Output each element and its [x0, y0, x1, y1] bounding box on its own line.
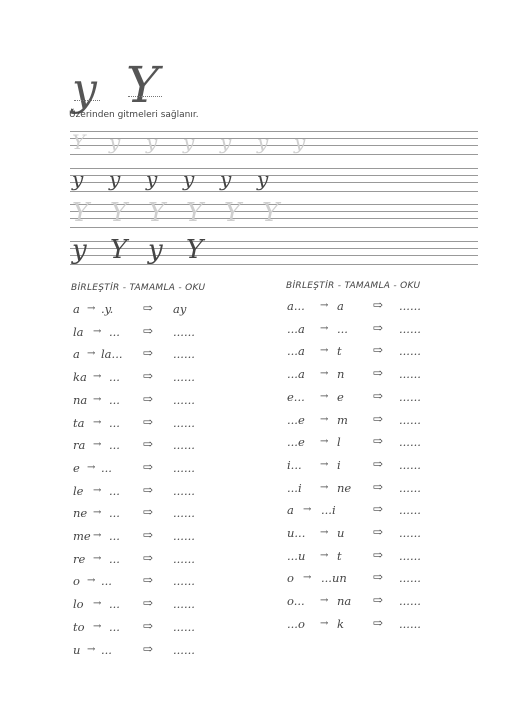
exercise-answer: ......	[399, 389, 421, 404]
exercise-syllable: lo	[73, 597, 84, 612]
exercise-syllable: to	[73, 619, 85, 634]
exercise-row	[287, 503, 497, 519]
arrow-right-icon: →	[320, 345, 329, 357]
exercise-result: ...	[109, 619, 120, 634]
exercise-answer: ......	[399, 526, 421, 540]
outline-arrow-icon: ⇨	[143, 596, 154, 611]
exercise-row	[73, 347, 283, 363]
exercise-result: ...i	[321, 503, 336, 518]
exercise-row	[287, 594, 497, 610]
exercise-result: ...	[109, 597, 120, 612]
exercise-result: u	[337, 526, 345, 540]
exercise-answer: ......	[399, 548, 421, 563]
practice-letter: y	[183, 130, 195, 154]
exercise-row	[73, 552, 283, 568]
exercise-row	[287, 481, 497, 497]
exercise-result: ...	[101, 460, 112, 475]
outline-arrow-icon: ⇨	[143, 301, 154, 315]
practice-letter: y	[257, 130, 269, 154]
exercise-result: ...	[109, 551, 120, 566]
exercise-row	[73, 416, 283, 432]
exercise-syllable: a	[73, 302, 80, 316]
practice-letter: y	[294, 130, 306, 154]
exercise-row	[287, 571, 497, 587]
exercise-syllable: o	[73, 574, 80, 589]
arrow-right-icon: →	[87, 303, 96, 314]
dotted-guide	[128, 96, 162, 97]
exercise-answer: ......	[173, 324, 195, 339]
practice-row	[70, 168, 478, 198]
exercise-syllable: a	[73, 347, 80, 362]
exercise-answer: ......	[173, 506, 195, 521]
arrow-right-icon: →	[93, 439, 102, 451]
arrow-right-icon: →	[320, 481, 329, 493]
exercise-result: ne	[337, 480, 352, 495]
exercise-row	[287, 390, 497, 406]
exercise-row	[287, 344, 497, 360]
outline-arrow-icon: ⇨	[143, 437, 154, 452]
exercise-answer: ......	[399, 503, 421, 518]
outline-arrow-icon: ⇨	[143, 391, 154, 406]
arrow-right-icon: →	[303, 504, 312, 516]
outline-arrow-icon: ⇨	[143, 323, 154, 338]
exercise-answer: ......	[173, 392, 195, 407]
outline-arrow-icon: ⇨	[143, 369, 154, 384]
exercise-syllable: ...i	[287, 480, 302, 495]
outline-arrow-icon: ⇨	[373, 479, 384, 494]
outline-arrow-icon: ⇨	[373, 434, 384, 449]
practice-letter: Y	[110, 235, 128, 265]
practice-letter: y	[146, 130, 158, 154]
outline-arrow-icon: ⇨	[143, 459, 154, 474]
exercise-result: la...	[101, 347, 123, 362]
arrow-right-icon: →	[320, 300, 329, 311]
exercise-row	[287, 367, 497, 383]
exercise-syllable: re	[73, 551, 86, 566]
exercise-result: .y.	[101, 302, 114, 316]
outline-arrow-icon: ⇨	[373, 411, 384, 426]
exercise-answer: ......	[399, 299, 421, 313]
practice-letter: Y	[72, 130, 86, 154]
practice-letter: y	[148, 235, 163, 265]
practice-letter: y	[72, 167, 84, 191]
exercise-answer: ......	[173, 619, 195, 634]
dotted-guide	[74, 100, 100, 101]
exercise-result: t	[337, 344, 342, 359]
arrow-right-icon: →	[320, 322, 329, 334]
exercise-result: ...	[101, 574, 112, 589]
arrow-right-icon: →	[93, 325, 102, 337]
arrow-right-icon: →	[87, 575, 96, 587]
outline-arrow-icon: ⇨	[143, 528, 154, 542]
practice-letter: y	[109, 167, 121, 191]
practice-letter: y	[220, 167, 232, 191]
arrow-right-icon: →	[93, 416, 102, 428]
exercise-syllable: e	[73, 460, 80, 475]
exercise-answer: ......	[399, 367, 421, 382]
arrow-right-icon: →	[93, 530, 102, 541]
exercise-result: t	[337, 548, 342, 563]
exercise-syllable: ...e	[287, 435, 305, 450]
outline-arrow-icon: ⇨	[373, 502, 384, 517]
practice-letter: y	[146, 167, 158, 191]
exercise-syllable: a	[287, 503, 294, 518]
practice-row	[70, 235, 478, 271]
outline-arrow-icon: ⇨	[373, 570, 384, 585]
exercise-row	[287, 617, 497, 633]
exercise-answer: ......	[173, 483, 195, 498]
exercise-answer: ......	[173, 370, 195, 385]
header-letter-capital: Y	[126, 56, 160, 114]
exercise-syllable: u...	[287, 526, 306, 540]
exercise-syllable: me	[73, 529, 91, 543]
practice-letter: y	[183, 167, 195, 191]
arrow-right-icon: →	[303, 572, 312, 584]
exercise-syllable: ...o	[287, 616, 305, 631]
practice-letter: y	[257, 167, 269, 191]
exercise-syllable: le	[73, 483, 84, 498]
practice-row	[70, 131, 478, 161]
exercise-result: ...	[109, 415, 120, 430]
exercise-result: ...	[109, 324, 120, 339]
exercise-result: a	[337, 299, 344, 313]
exercise-result: ...	[109, 370, 120, 385]
outline-arrow-icon: ⇨	[373, 298, 384, 312]
exercise-syllable: ...u	[287, 548, 306, 563]
exercise-result: ...	[109, 392, 120, 407]
exercise-syllable: u	[73, 642, 81, 657]
arrow-right-icon: →	[93, 620, 102, 632]
outline-arrow-icon: ⇨	[143, 641, 154, 656]
exercise-result: ...	[109, 438, 120, 453]
arrow-right-icon: →	[320, 617, 329, 629]
outline-arrow-icon: ⇨	[143, 505, 154, 520]
exercise-answer: ......	[399, 616, 421, 631]
exercise-row	[287, 549, 497, 565]
arrow-right-icon: →	[320, 595, 329, 607]
practice-letter: Y	[72, 198, 90, 228]
exercise-row	[287, 322, 497, 338]
exercise-syllable: ...a	[287, 367, 305, 382]
practice-letter: Y	[186, 198, 204, 228]
exercise-syllable: ta	[73, 415, 85, 430]
exercise-answer: ......	[399, 321, 421, 336]
exercise-row	[73, 370, 283, 386]
exercise-row	[73, 438, 283, 454]
outline-arrow-icon: ⇨	[373, 547, 384, 562]
exercise-row	[73, 597, 283, 613]
practice-letter: Y	[186, 235, 204, 265]
arrow-right-icon: →	[320, 549, 329, 561]
practice-letter: Y	[110, 198, 128, 228]
exercise-answer: ay	[173, 302, 187, 316]
exercise-answer: ......	[399, 594, 421, 609]
exercise-syllable: o...	[287, 594, 305, 609]
exercise-result: k	[337, 616, 344, 631]
exercise-syllable: ...e	[287, 412, 305, 427]
arrow-right-icon: →	[93, 507, 102, 519]
practice-row	[70, 198, 478, 234]
guide-line	[70, 154, 478, 155]
exercise-answer: ......	[399, 344, 421, 359]
arrow-right-icon: →	[320, 527, 329, 538]
exercise-answer: ......	[399, 457, 421, 472]
arrow-right-icon: →	[87, 461, 96, 473]
header-letter-small: y	[72, 64, 97, 115]
exercise-answer: ......	[173, 551, 195, 566]
exercise-syllable: la	[73, 324, 84, 339]
arrow-right-icon: →	[93, 484, 102, 496]
exercise-row	[73, 484, 283, 500]
outline-arrow-icon: ⇨	[143, 414, 154, 429]
exercise-row	[73, 302, 283, 318]
header-letters	[68, 56, 188, 115]
arrow-right-icon: →	[93, 371, 102, 383]
exercise-answer: ......	[173, 415, 195, 430]
outline-arrow-icon: ⇨	[373, 525, 384, 539]
practice-letter: Y	[148, 198, 166, 228]
outline-arrow-icon: ⇨	[373, 366, 384, 381]
exercise-result: ...	[109, 483, 120, 498]
exercise-row	[73, 574, 283, 590]
exercise-result: l	[337, 435, 341, 450]
outline-arrow-icon: ⇨	[373, 456, 384, 471]
exercise-row	[287, 458, 497, 474]
outline-arrow-icon: ⇨	[143, 482, 154, 497]
instruction-text: Üzerinden gitmeleri sağlanır.	[69, 110, 199, 120]
exercise-answer: ......	[173, 347, 195, 362]
exercise-syllable: o	[287, 571, 294, 586]
exercise-row	[287, 526, 497, 542]
right-column-title: BİRLEŞTİR - TAMAMLA - OKU	[286, 281, 421, 291]
exercise-row	[287, 413, 497, 429]
guide-line	[70, 191, 478, 192]
exercise-syllable: ...a	[287, 344, 305, 359]
exercise-syllable: ne	[73, 506, 88, 521]
practice-letter: y	[109, 130, 121, 154]
outline-arrow-icon: ⇨	[143, 550, 154, 565]
outline-arrow-icon: ⇨	[143, 618, 154, 633]
exercise-answer: ......	[173, 460, 195, 475]
exercise-answer: ......	[173, 438, 195, 453]
exercise-row	[287, 435, 497, 451]
exercise-answer: ......	[173, 597, 195, 612]
exercise-row	[73, 393, 283, 409]
exercise-syllable: a...	[287, 299, 305, 313]
exercise-answer: ......	[399, 480, 421, 495]
exercise-syllable: ...a	[287, 321, 305, 336]
exercise-result: ...	[337, 321, 348, 336]
exercise-syllable: ka	[73, 370, 87, 385]
exercise-answer: ......	[399, 571, 421, 586]
exercise-result: ...un	[321, 571, 347, 586]
exercise-row	[73, 506, 283, 522]
outline-arrow-icon: ⇨	[373, 388, 384, 403]
arrow-right-icon: →	[320, 368, 329, 380]
arrow-right-icon: →	[320, 458, 329, 470]
exercise-result: i	[337, 457, 341, 472]
exercise-syllable: ra	[73, 438, 86, 453]
exercise-syllable: na	[73, 392, 88, 407]
exercise-answer: ......	[173, 574, 195, 589]
exercise-row	[287, 299, 497, 315]
left-column-title: BİRLEŞTİR - TAMAMLA - OKU	[71, 283, 206, 293]
arrow-right-icon: →	[320, 436, 329, 448]
arrow-right-icon: →	[93, 552, 102, 564]
outline-arrow-icon: ⇨	[143, 573, 154, 588]
arrow-right-icon: →	[87, 643, 96, 655]
exercise-answer: ......	[399, 412, 421, 427]
exercise-row	[73, 325, 283, 341]
arrow-right-icon: →	[320, 413, 329, 425]
exercise-row	[73, 461, 283, 477]
exercise-row	[73, 643, 283, 659]
exercise-answer: ......	[399, 435, 421, 450]
outline-arrow-icon: ⇨	[373, 615, 384, 630]
exercise-result: ...	[101, 642, 112, 657]
outline-arrow-icon: ⇨	[373, 343, 384, 358]
practice-letter: Y	[224, 198, 242, 228]
exercise-answer: ......	[173, 529, 195, 543]
exercise-result: na	[337, 594, 352, 609]
exercise-result: e	[337, 389, 344, 404]
practice-letter: Y	[262, 198, 280, 228]
practice-letter: y	[72, 235, 87, 265]
exercise-result: m	[337, 412, 348, 427]
arrow-right-icon: →	[93, 598, 102, 610]
exercise-row	[73, 620, 283, 636]
arrow-right-icon: →	[320, 390, 329, 402]
arrow-right-icon: →	[93, 393, 102, 405]
practice-letter: y	[220, 130, 232, 154]
arrow-right-icon: →	[87, 348, 96, 360]
exercise-result: ...	[109, 506, 120, 521]
exercise-syllable: e...	[287, 389, 305, 404]
exercise-row	[73, 529, 283, 545]
outline-arrow-icon: ⇨	[373, 593, 384, 608]
exercise-result: n	[337, 367, 345, 382]
exercise-answer: ......	[173, 642, 195, 657]
exercise-syllable: i...	[287, 457, 302, 472]
exercise-result: ...	[109, 529, 120, 543]
outline-arrow-icon: ⇨	[373, 320, 384, 335]
outline-arrow-icon: ⇨	[143, 346, 154, 361]
